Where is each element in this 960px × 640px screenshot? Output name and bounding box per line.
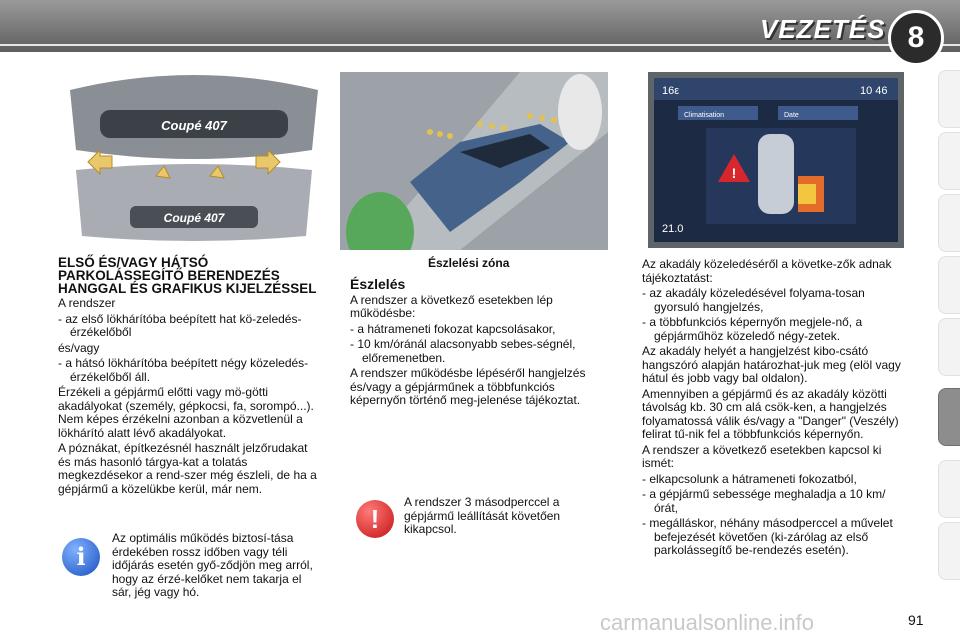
zone-caption: Észlelési zóna [428,256,510,270]
right-bullet-2: - a többfunkciós képernyőn megjele-nő, a gépjárműhöz közeledő négy-zetek. [642,315,863,343]
chapter-tab[interactable] [938,522,960,580]
warning-note: A rendszer 3 másodperccel a gépjármű leállítását követően kikapcsol. [404,495,561,536]
page-number: 91 [908,612,924,628]
car-label-bottom: Coupé 407 [163,211,225,225]
chapter-tab[interactable] [938,256,960,314]
chapter-tab[interactable] [938,194,960,252]
right-bullet-1: - az akadály közeledésével folyama-tosan gyorsuló hangjelzés, [642,286,865,314]
right-paragraph-4: A rendszer a következő esetekben kapcsol ki ismét: [642,442,882,470]
chapter-tab[interactable] [938,132,960,190]
left-paragraph-1: Érzékeli a gépjármű előtti vagy mö-götti akadályokat (személy, gépkocsi, fa, sorompó...). Nem képes érzékelni azonban a közvetlenül a lökhárító alatt lévő akadályokat. [58,385,314,440]
middle-paragraph-2: A rendszer működésbe lépéséről hangjelzés és/vagy a gépjárműnek a többfunkciós képernyőn történő meg-jelenése tájékoztat. [350,366,586,407]
chapter-tab[interactable] [938,460,960,518]
info-note: Az optimális működés biztosí-tása érdekében rossz időben vagy téli időjárás esetén győ-ződjön meg arról, hogy az érzé-kelőket nem takarja el sár, jég vagy hó. [112,531,313,599]
chapter-tabs [938,70,960,630]
chapter-tab-active[interactable] [938,388,960,446]
right-column [642,258,904,560]
watermark: carmanualsonline.info [600,610,815,635]
screen-readout-bottom: 21.0 [662,223,684,235]
chapter-title: VEZETÉS [760,14,886,44]
right-bullet-3: - elkapcsolunk a hátrameneti fokozatból, [642,471,857,486]
left-column [58,256,320,498]
screen-readout-left: 16ε [662,85,680,97]
left-bullet-2: - a hátsó lökhárítóba beépített négy közeledés-érzékelőből áll. [58,356,309,384]
left-intro: A rendszer [58,296,116,310]
svg-text:!: ! [731,165,737,181]
chapter-tab[interactable] [938,70,960,128]
screen-readout-right: 10 46 [860,85,888,97]
screen-tab-left: Climatisation [684,112,725,119]
chapter-number-badge: 8 [888,10,944,66]
middle-bullet-1: - a hátrameneti fokozat kapcsolásakor, [350,321,556,336]
middle-bullet-2: - 10 km/óránál alacsonyabb sebes-ségnél, előremenetben. [350,337,576,365]
chapter-tab[interactable] [938,318,960,376]
right-paragraph-2: Az akadály helyét a hangjelzést kibo-csátó hangszóró alapján határozhat-juk meg (elöl vagy hátul és jobb vagy bal oldalon). [642,344,901,385]
bumper-sensors-figure [60,70,328,248]
car-label-top: Coupé 407 [161,118,227,133]
right-bullet-4: - a gépjármű sebessége meghaladja a 10 km/órát, [642,487,886,515]
left-bullet-1: - az első lökhárítóba beépített hat kö-zeledés-érzékelőből [58,311,302,339]
middle-paragraph-1: A rendszer a következő esetekben lép működésbe: [350,292,553,320]
subsection-title: Észlelés [350,276,406,292]
multifunction-screen-figure [648,72,904,248]
left-paragraph-2: A póznákat, építkezésnél használt jelzőrudakat és más hasonló tárgya-kat a tolatás megkezdésekor a rend-szer még észleli, de ha a gépjármű a közelükbe kerül, már nem. [58,441,317,496]
middle-column [350,278,612,410]
right-bullet-5: - megálláskor, néhány másodperccel a művelet befejezését követően (ki-zárólag az első parkolássegítő be-rendezés esetén). [642,516,893,557]
detection-zone-figure [340,72,608,250]
section-title: ELSŐ ÉS/VAGY HÁTSÓ PARKOLÁSSEGÍTŐ BERENDEZÉS HANGGAL ÉS GRAFIKUS KIJELZÉSSEL [58,255,317,296]
left-or: és/vagy [58,340,100,355]
right-paragraph-1: Az akadály közeledéséről a követke-zők adnak tájékoztatást: [642,257,892,285]
info-icon: i [62,538,100,576]
warning-icon: ! [356,500,394,538]
right-paragraph-3: Amennyiben a gépjármű és az akadály közötti távolság kb. 30 cm alá csök-ken, a hangjelzés folyamatossá válik és/vagy a "Danger" (Veszély) felirat tű-nik fel a többfunkciós képernyőn. [642,386,899,441]
screen-tab-right: Date [784,112,799,119]
